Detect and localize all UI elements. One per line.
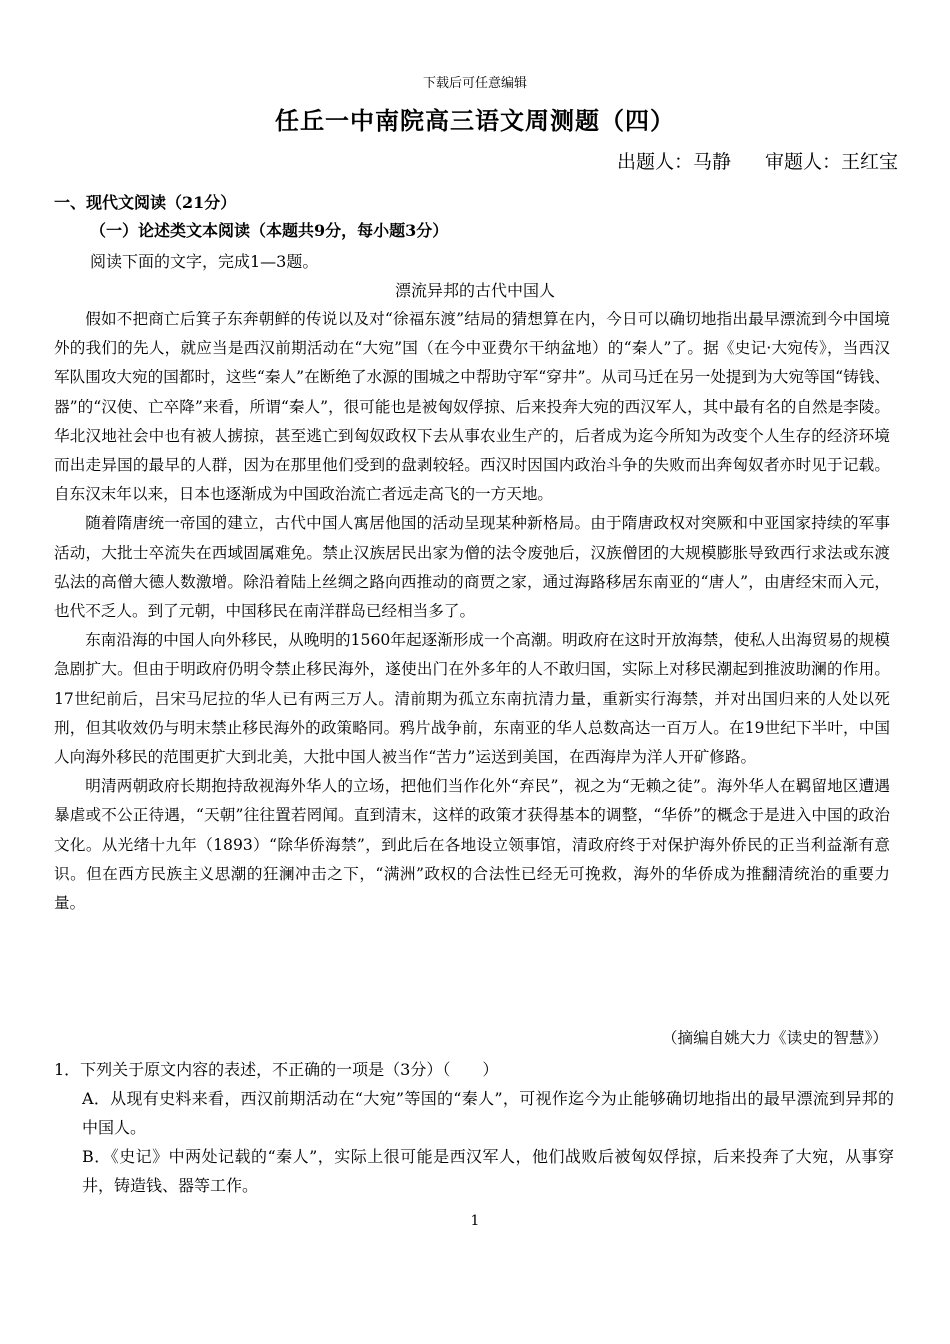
page-title: 任丘一中南院高三语文周测题（四） [275, 106, 675, 135]
watermark-text: 下载后可任意编辑 [422, 76, 527, 91]
section-heading: 一、现代文阅读（21分） [54, 193, 237, 212]
article-source: （摘编自姚大力《读史的智慧》） [661, 1029, 888, 1047]
article-paragraph: 随着隋唐统一帝国的建立，古代中国人寓居他国的活动呈现某种新格局。由于隋唐政权对突厥和中亚国家持续的军事活动，大批士卒流失在西域固属难免。禁止汉族居民出家为僧的法令废弛后，汉族僧团的大规模膨胀导致西行求法或东渡弘法的高僧大德人数激增。除沿着陆上丝绸之路向西推动的商贾之家，通过海路移居东南亚的“唐人”，由唐经宋而入元，也代不乏人。到了元朝，中国移民在南洋群岛已经相当多了。 [54, 514, 890, 621]
option-a: A．从现有史料来看，西汉前期活动在“大宛”等国的“秦人”，可视作迄今为止能够确切地指出的最早漂流到异邦的中国人。 [82, 1089, 894, 1137]
reviewer-text: 审题人：王红宝 [764, 151, 898, 173]
page-number: 1 [470, 1213, 480, 1229]
authors-line [617, 148, 898, 176]
setter-text: 出题人：马静 [616, 151, 731, 173]
article-body [54, 305, 890, 918]
subsection-heading: （一）论述类文本阅读（本题共9分，每小题3分） [90, 221, 449, 240]
question-1 [54, 1055, 894, 1200]
article-paragraph: 假如不把商亡后箕子东奔朝鲜的传说以及对“徐福东渡”结局的猜想算在内，今日可以确切地指出最早漂流到今中国境外的我们的先人，就应当是西汉前期活动在“大宛”国（在今中亚费尔干纳盆地）的“秦人”了。据《史记·大宛传》，当西汉军队围攻大宛的国都时，这些“秦人”在断绝了水源的围城之中帮助守军“穿井”。从司马迁在另一处提到为大宛等国“铸钱、器”的“汉使、亡卒降”来看，所谓“秦人”，很可能也是被匈奴俘掠、后来投奔大宛的西汉军人，其中最有名的自然是李陵。华北汉地社会中也有被人掳掠，甚至逃亡到匈奴政权下去从事农业生产的，后者成为迄今所知为改变个人生存的经济环境而出走异国的最早的人群，因为在那里他们受到的盘剥较轻。西汉时因国内政治斗争的失败而出奔匈奴者亦时见于记载。自东汉末年以来，日本也逐渐成为中国政治流亡者远走高飞的一方天地。 [54, 310, 890, 504]
question-stem: 1．下列关于原文内容的表述，不正确的一项是（3分）（ ） [54, 1060, 499, 1079]
article-paragraph: 东南沿海的中国人向外移民，从晚明的1560年起逐渐形成一个高潮。明政府在这时开放海禁，使私人出海贸易的规模急剧扩大。但由于明政府仍明令禁止移民海外，遂使出门在外多年的人不敢归国，实际上对移民潮起到推波助澜的作用。17世纪前后，吕宋马尼拉的华人已有两三万人。清前期为孤立东南抗清力量，重新实行海禁，并对出国归来的人处以死刑，但其收效仍与明末禁止移民海外的政策略同。鸦片战争前，东南亚的华人总数高达一百万人。在19世纪下半叶，中国人向海外移民的范围更扩大到北美，大批中国人被当作“苦力”运送到美国，在西海岸为洋人开矿修路。 [54, 631, 890, 767]
reading-instruction: 阅读下面的文字，完成1—3题。 [90, 252, 319, 271]
article-title: 漂流异邦的古代中国人 [394, 281, 555, 300]
article-paragraph: 明清两朝政府长期抱持敌视海外华人的立场，把他们当作化外“弃民”，视之为“无赖之徒”。海外华人在羁留地区遭遇暴虐或不公正待遇，“天朝”往往置若罔闻。直到清末，这样的政策才获得基本的调整，“华侨”的概念于是进入中国的政治文化。从光绪十九年（1893）“除华侨海禁”，到此后在各地设立领事馆，清政府终于对保护海外侨民的正当利益渐有意识。但在西方民族主义思潮的狂澜冲击之下，“满洲”政权的合法性已经无可挽救，海外的华侨成为推翻清统治的重要力量。 [54, 777, 890, 913]
option-b: B．《史记》中两处记载的“秦人”，实际上很可能是西汉军人，他们战败后被匈奴俘掠，后来投奔了大宛，从事穿井，铸造钱、器等工作。 [82, 1147, 894, 1195]
